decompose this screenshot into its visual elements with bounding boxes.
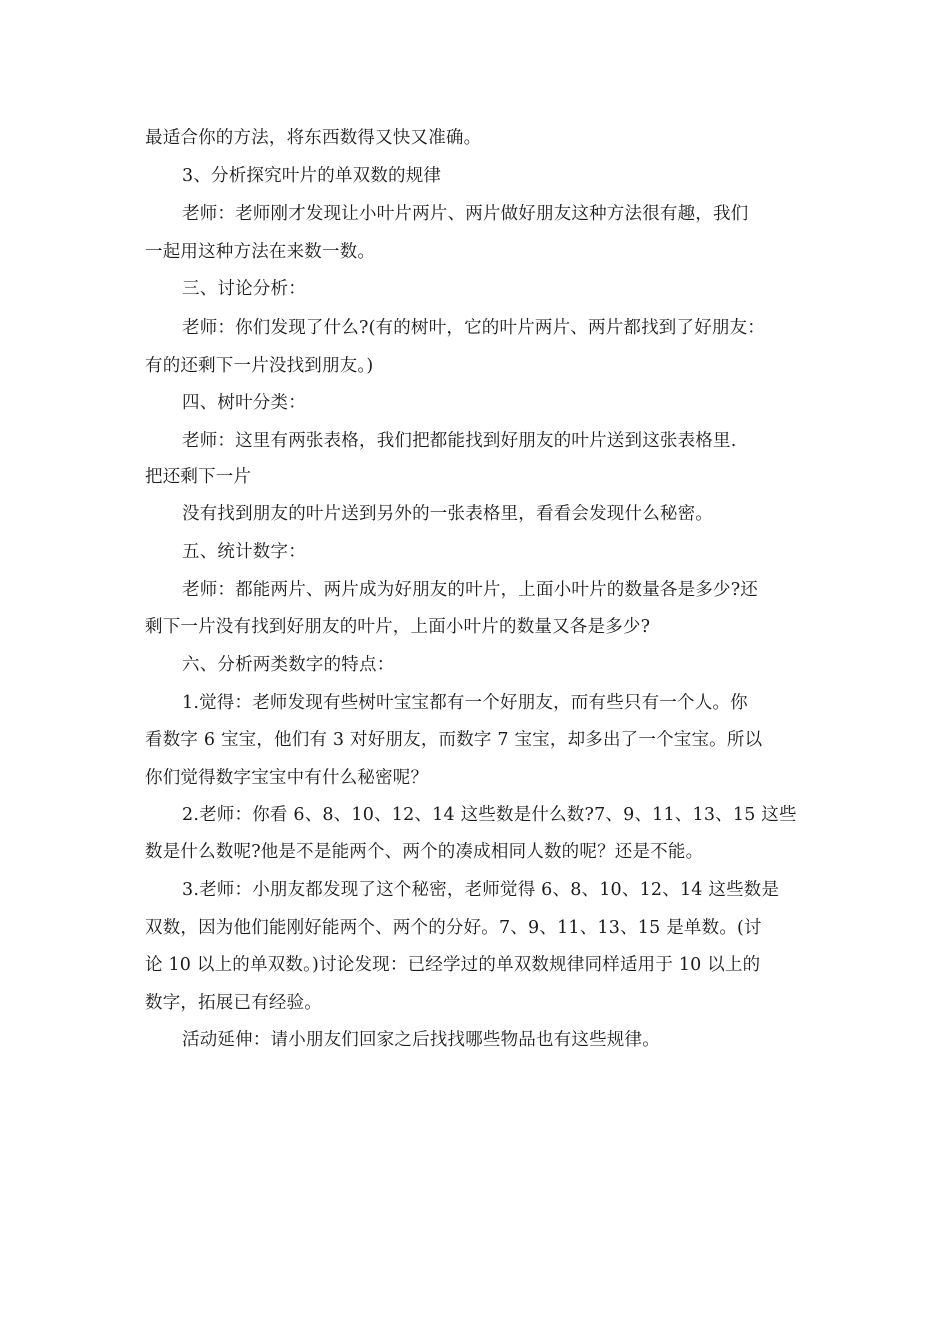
text-line: 最适合你的方法，将东西数得又快又准确。 [145,128,482,148]
text-line: 老师：都能两片、两片成为好朋友的叶片，上面小叶片的数量各是多少?还 [182,580,758,600]
text-line: 3.老师：小朋友都发现了这个秘密，老师觉得 6、8、10、12、14 这些数是 [182,880,780,900]
text-line: 老师：你们发现了什么?(有的树叶，它的叶片两片、两片都找到了好朋友： [182,318,766,338]
text-line: 你们觉得数字宝宝中有什么秘密呢？ [145,768,429,788]
text-line: 一起用这种方法在来数一数。 [145,242,376,262]
text-line: 老师：这里有两张表格，我们把都能找到好朋友的叶片送到这张表格里. [182,431,737,451]
section-heading: 三、讨论分析： [182,279,306,299]
section-heading: 五、统计数字： [182,542,306,562]
section-heading: 3、分析探究叶片的单双数的规律 [182,166,442,186]
text-line: 活动延伸：请小朋友们回家之后找找哪些物品也有这些规律。 [182,1030,660,1050]
text-line: 双数，因为他们能刚好能两个、两个的分好。7、9、11、13、15 是单数。(讨 [145,918,762,938]
text-line: 剩下一片没有找到好朋友的叶片，上面小叶片的数量又各是多少? [145,617,651,637]
text-line: 没有找到朋友的叶片送到另外的一张表格里，看看会发现什么秘密。 [182,504,713,524]
text-line: 看数字 6 宝宝，他们有 3 对好朋友，而数字 7 宝宝，却多出了一个宝宝。所以 [145,730,763,750]
text-line: 数字，拓展已有经验。 [145,993,322,1013]
text-line: 1.觉得：老师发现有些树叶宝宝都有一个好朋友，而有些只有一个人。你 [182,693,748,713]
text-line: 2.老师：你看 6、8、10、12、14 这些数是什么数?7、9、11、13、15 这些 [182,805,797,825]
text-line: 把还剩下一片 [145,467,252,487]
section-heading: 四、树叶分类： [182,393,306,413]
section-heading: 六、分析两类数字的特点： [182,655,395,675]
text-line: 数是什么数呢?他是不是能两个、两个的凑成相同人数的呢？还是不能。 [145,842,704,862]
text-line: 有的还剩下一片没找到朋友。) [145,356,374,376]
text-line: 论 10 以上的单双数。)讨论发现：已经学过的单双数规律同样适用于 10 以上的 [145,955,761,975]
text-line: 老师：老师刚才发现让小叶片两片、两片做好朋友这种方法很有趣，我们 [182,204,749,224]
